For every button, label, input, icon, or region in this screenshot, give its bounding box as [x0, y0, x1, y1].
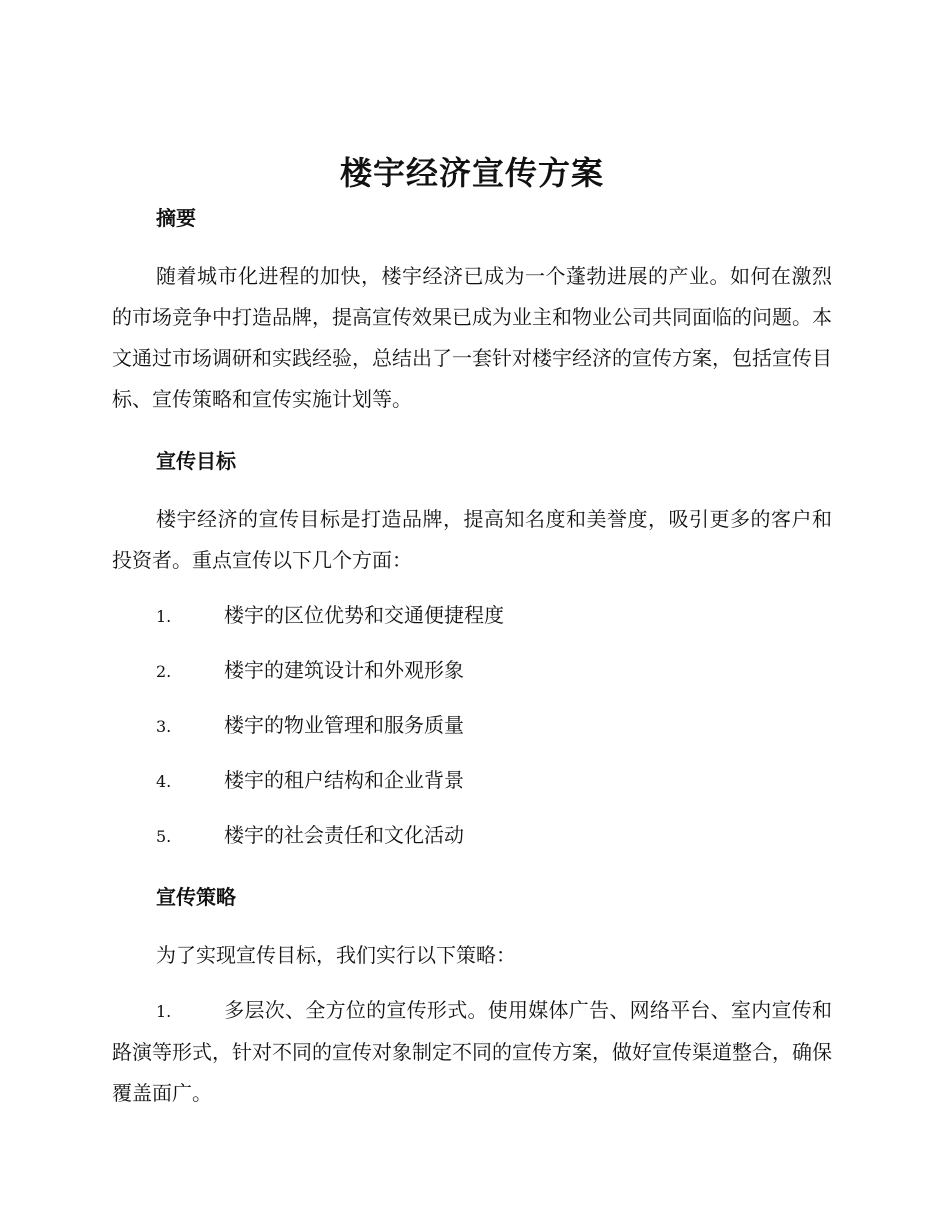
- strategy-intro-paragraph: 为了实现宣传目标，我们实行以下策略：: [156, 943, 516, 967]
- list-item-text: 楼宇的物业管理和服务质量: [224, 713, 464, 737]
- list-item: [112, 815, 832, 856]
- goals-intro-paragraph: 楼宇经济的宣传目标是打造品牌，提高知名度和美誉度，吸引更多的客户和投资者。重点宣传以下几个方面：: [112, 507, 832, 572]
- document-content: [112, 150, 832, 1114]
- list-item-number: 2.: [156, 662, 172, 681]
- goals-list: [112, 595, 832, 856]
- list-item-text: 楼宇的社会责任和文化活动: [224, 823, 464, 847]
- list-item-text: 楼宇的租户结构和企业背景: [224, 768, 464, 792]
- list-item-number: 4.: [156, 772, 172, 791]
- document-title: 楼宇经济宣传方案: [339, 154, 604, 192]
- list-item-text: 多层次、全方位的宣传形式。使用媒体广告、网络平台、室内宣传和路演等形式，针对不同的宣传对象制定不同的宣传方案，做好宣传渠道整合，确保覆盖面广。: [112, 998, 832, 1105]
- list-item-number: 3.: [156, 717, 172, 736]
- list-item-number: 1.: [156, 607, 172, 626]
- abstract-paragraph: 随着城市化进程的加快，楼宇经济已成为一个蓬勃进展的产业。如何在激烈的市场竞争中打造品牌，提高宣传效果已成为业主和物业公司共同面临的问题。本文通过市场调研和实践经验，总结出了一套针对楼宇经济的宣传方案，包括宣传目标、宣传策略和宣传实施计划等。: [112, 264, 832, 411]
- list-item: [112, 760, 832, 801]
- list-item: [112, 650, 832, 691]
- list-item-text: 楼宇的区位优势和交通便捷程度: [224, 603, 504, 627]
- list-item-number: 1.: [156, 1002, 172, 1021]
- strategy-heading: 宣传策略: [156, 885, 236, 909]
- list-item: [112, 705, 832, 746]
- list-item-number: 5.: [156, 827, 172, 846]
- abstract-heading: 摘要: [156, 206, 196, 230]
- list-item-text: 楼宇的建筑设计和外观形象: [224, 658, 464, 682]
- strategy-item-paragraph: [112, 990, 832, 1114]
- goals-heading: 宣传目标: [156, 449, 236, 473]
- list-item: [112, 595, 832, 636]
